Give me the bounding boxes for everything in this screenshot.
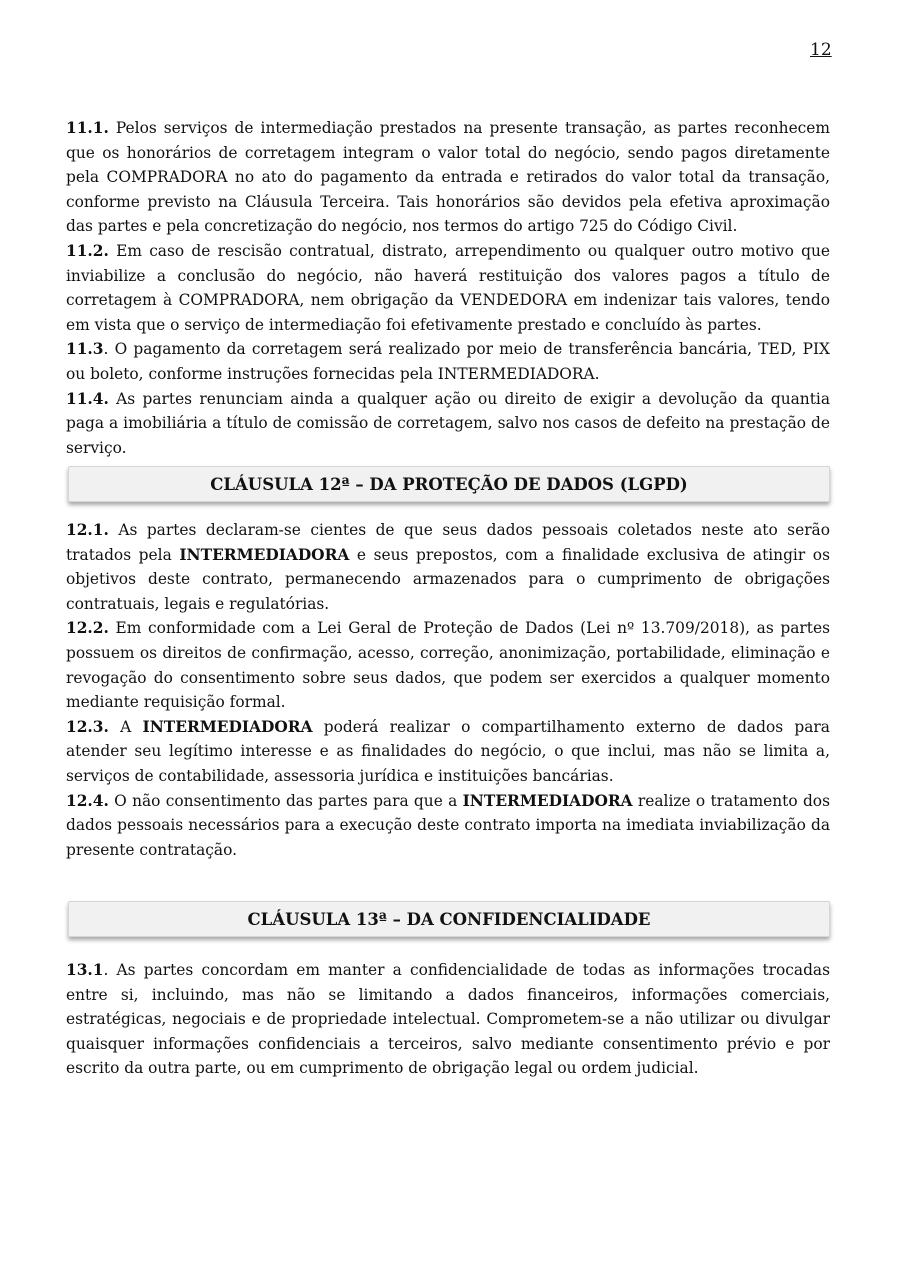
paragraph-text: . O pagamento da corretagem será realizado por meio de transferência bancária, TED, PIX ou boleto, conforme instruções fornecidas pela INTERMEDIADORA. xyxy=(66,340,830,383)
party-name: INTERMEDIADORA xyxy=(179,545,350,564)
paragraph-text: e seus prepostos, com a finalidade exclusiva de atingir os objetivos deste contrato, permanecendo armazenados para o cumprimento de obrigações contratuais, legais e regulatórias. xyxy=(66,545,830,613)
paragraph-number: 12.4. xyxy=(66,791,109,810)
clause-11-body xyxy=(66,116,830,460)
paragraph-text: realize o tratamento dos dados pessoais necessários para a execução deste contrato importa na imediata inviabilização da presente contratação. xyxy=(66,791,830,859)
page-number: 12 xyxy=(810,40,832,60)
clause-12-body xyxy=(66,518,830,862)
paragraph-11-3 xyxy=(66,337,830,386)
paragraph-number: 11.2. xyxy=(66,241,109,260)
paragraph-text: Em caso de rescisão contratual, distrato, arrependimento ou qualquer outro motivo que inviabilize a conclusão do negócio, não haverá restituição dos valores pagos a título de corretagem à COMPRADORA, nem obrigação da VENDEDORA em indenizar tais valores, tendo em vista que o serviço de intermediação foi efetivamente prestado e concluído às partes. xyxy=(66,241,830,334)
paragraph-text: O não consentimento das partes para que a xyxy=(114,791,458,810)
clause-12-header: CLÁUSULA 12ª – DA PROTEÇÃO DE DADOS (LGPD) xyxy=(68,466,830,502)
paragraph-text: As partes declaram-se cientes de que seus dados pessoais coletados neste ato serão tratados pela xyxy=(66,521,830,564)
party-name: INTERMEDIADORA xyxy=(142,717,313,736)
paragraph-number: 12.2. xyxy=(66,619,109,638)
clause-13-header: CLÁUSULA 13ª – DA CONFIDENCIALIDADE xyxy=(68,901,830,937)
paragraph-text: . As partes concordam em manter a confidencialidade de todas as informações trocadas entre si, incluindo, mas não se limitando a dados financeiros, informações comerciais, estratégicas, negociais e de propriedade intelectual. Comprometem-se a não utilizar ou divulgar quaisquer informações confidenciais a terceiros, salvo mediante consentimento prévio e por escrito da outra parte, ou em cumprimento de obrigação legal ou ordem judicial. xyxy=(66,961,830,1078)
paragraph-text: As partes renunciam ainda a qualquer ação ou direito de exigir a devolução da quantia paga a imobiliária a título de comissão de corretagem, salvo nos casos de defeito na prestação de serviço. xyxy=(66,389,830,457)
paragraph-12-4 xyxy=(66,789,830,863)
paragraph-number: 12.3. xyxy=(66,717,109,736)
paragraph-number: 13.1 xyxy=(66,961,104,979)
paragraph-12-1 xyxy=(66,518,830,616)
paragraph-number: 11.4. xyxy=(66,389,109,408)
paragraph-number: 11.1. xyxy=(66,119,109,137)
paragraph-11-4 xyxy=(66,387,830,461)
paragraph-12-2 xyxy=(66,616,830,714)
paragraph-11-1 xyxy=(66,116,830,239)
party-name: INTERMEDIADORA xyxy=(462,791,633,810)
paragraph-text: A xyxy=(120,717,132,736)
paragraph-number: 12.1. xyxy=(66,521,109,539)
paragraph-number: 11.3 xyxy=(66,340,104,359)
paragraph-13-1 xyxy=(66,958,830,1081)
paragraph-11-2 xyxy=(66,239,830,337)
clause-13-body xyxy=(66,958,830,1081)
paragraph-12-3 xyxy=(66,715,830,789)
paragraph-text: Em conformidade com a Lei Geral de Proteção de Dados (Lei nº 13.709/2018), as partes possuem os direitos de confirmação, acesso, correção, anonimização, portabilidade, eliminação e revogação do consentimento sobre seus dados, que podem ser exercidos a qualquer momento mediante requisição formal. xyxy=(66,619,830,712)
paragraph-text: Pelos serviços de intermediação prestados na presente transação, as partes reconhecem que os honorários de corretagem integram o valor total do negócio, sendo pagos diretamente pela COMPRADORA no ato do pagamento da entrada e retirados do valor total da transação, conforme previsto na Cláusula Terceira. Tais honorários são devidos pela efetiva aproximação das partes e pela concretização do negócio, nos termos do artigo 725 do Código Civil. xyxy=(66,119,830,236)
paragraph-text: poderá realizar o compartilhamento externo de dados para atender seu legítimo interesse e as finalidades do negócio, o que inclui, mas não se limita a, serviços de contabilidade, assessoria jurídica e instituições bancárias. xyxy=(66,717,830,785)
